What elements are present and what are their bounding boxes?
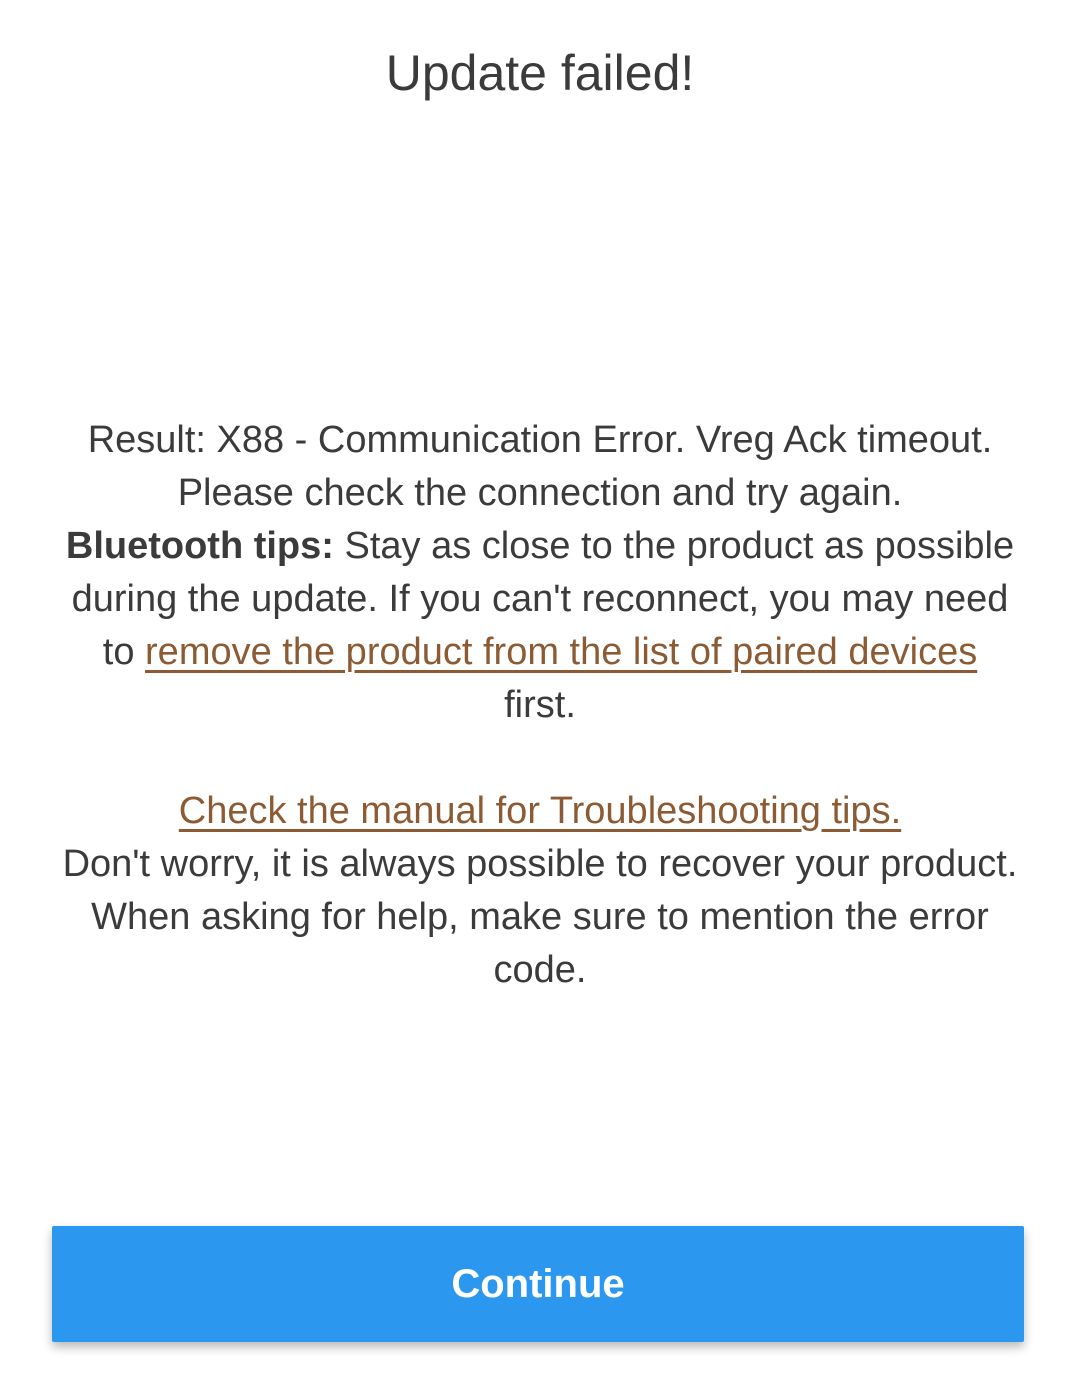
message-text: Stay as close to the product as possible [333,525,1015,567]
remove-paired-devices-link[interactable]: remove the product from the list of paired devices [145,631,978,673]
message-text: to [102,631,146,673]
message-text: during the update. If you can't reconnect, you may need [71,578,1009,620]
message-line [0,626,1080,679]
message-text: first. [504,684,576,726]
message-text: When asking for help, make sure to mention the error [91,896,989,938]
continue-button[interactable]: Continue [52,1226,1024,1342]
message-line [0,785,1080,838]
message-line [0,838,1080,891]
troubleshooting-tips-link[interactable]: Check the manual for Troubleshooting tips. [178,790,902,832]
message-text: Please check the connection and try again. [177,472,903,514]
message-line [0,414,1080,467]
message-line [0,467,1080,520]
error-message [0,414,1080,997]
message-line [0,520,1080,573]
message-text: Don't worry, it is always possible to recover your product. [62,843,1018,885]
message-line [0,573,1080,626]
message-text: code. [493,949,587,991]
message-spacer [0,732,1080,785]
message-text: Result: X88 - Communication Error. Vreg Ack timeout. [87,419,993,461]
message-line [0,679,1080,732]
message-bold-text: Bluetooth tips: [65,525,334,567]
message-line [0,891,1080,944]
page-title: Update failed! [385,45,695,101]
message-line [0,944,1080,997]
